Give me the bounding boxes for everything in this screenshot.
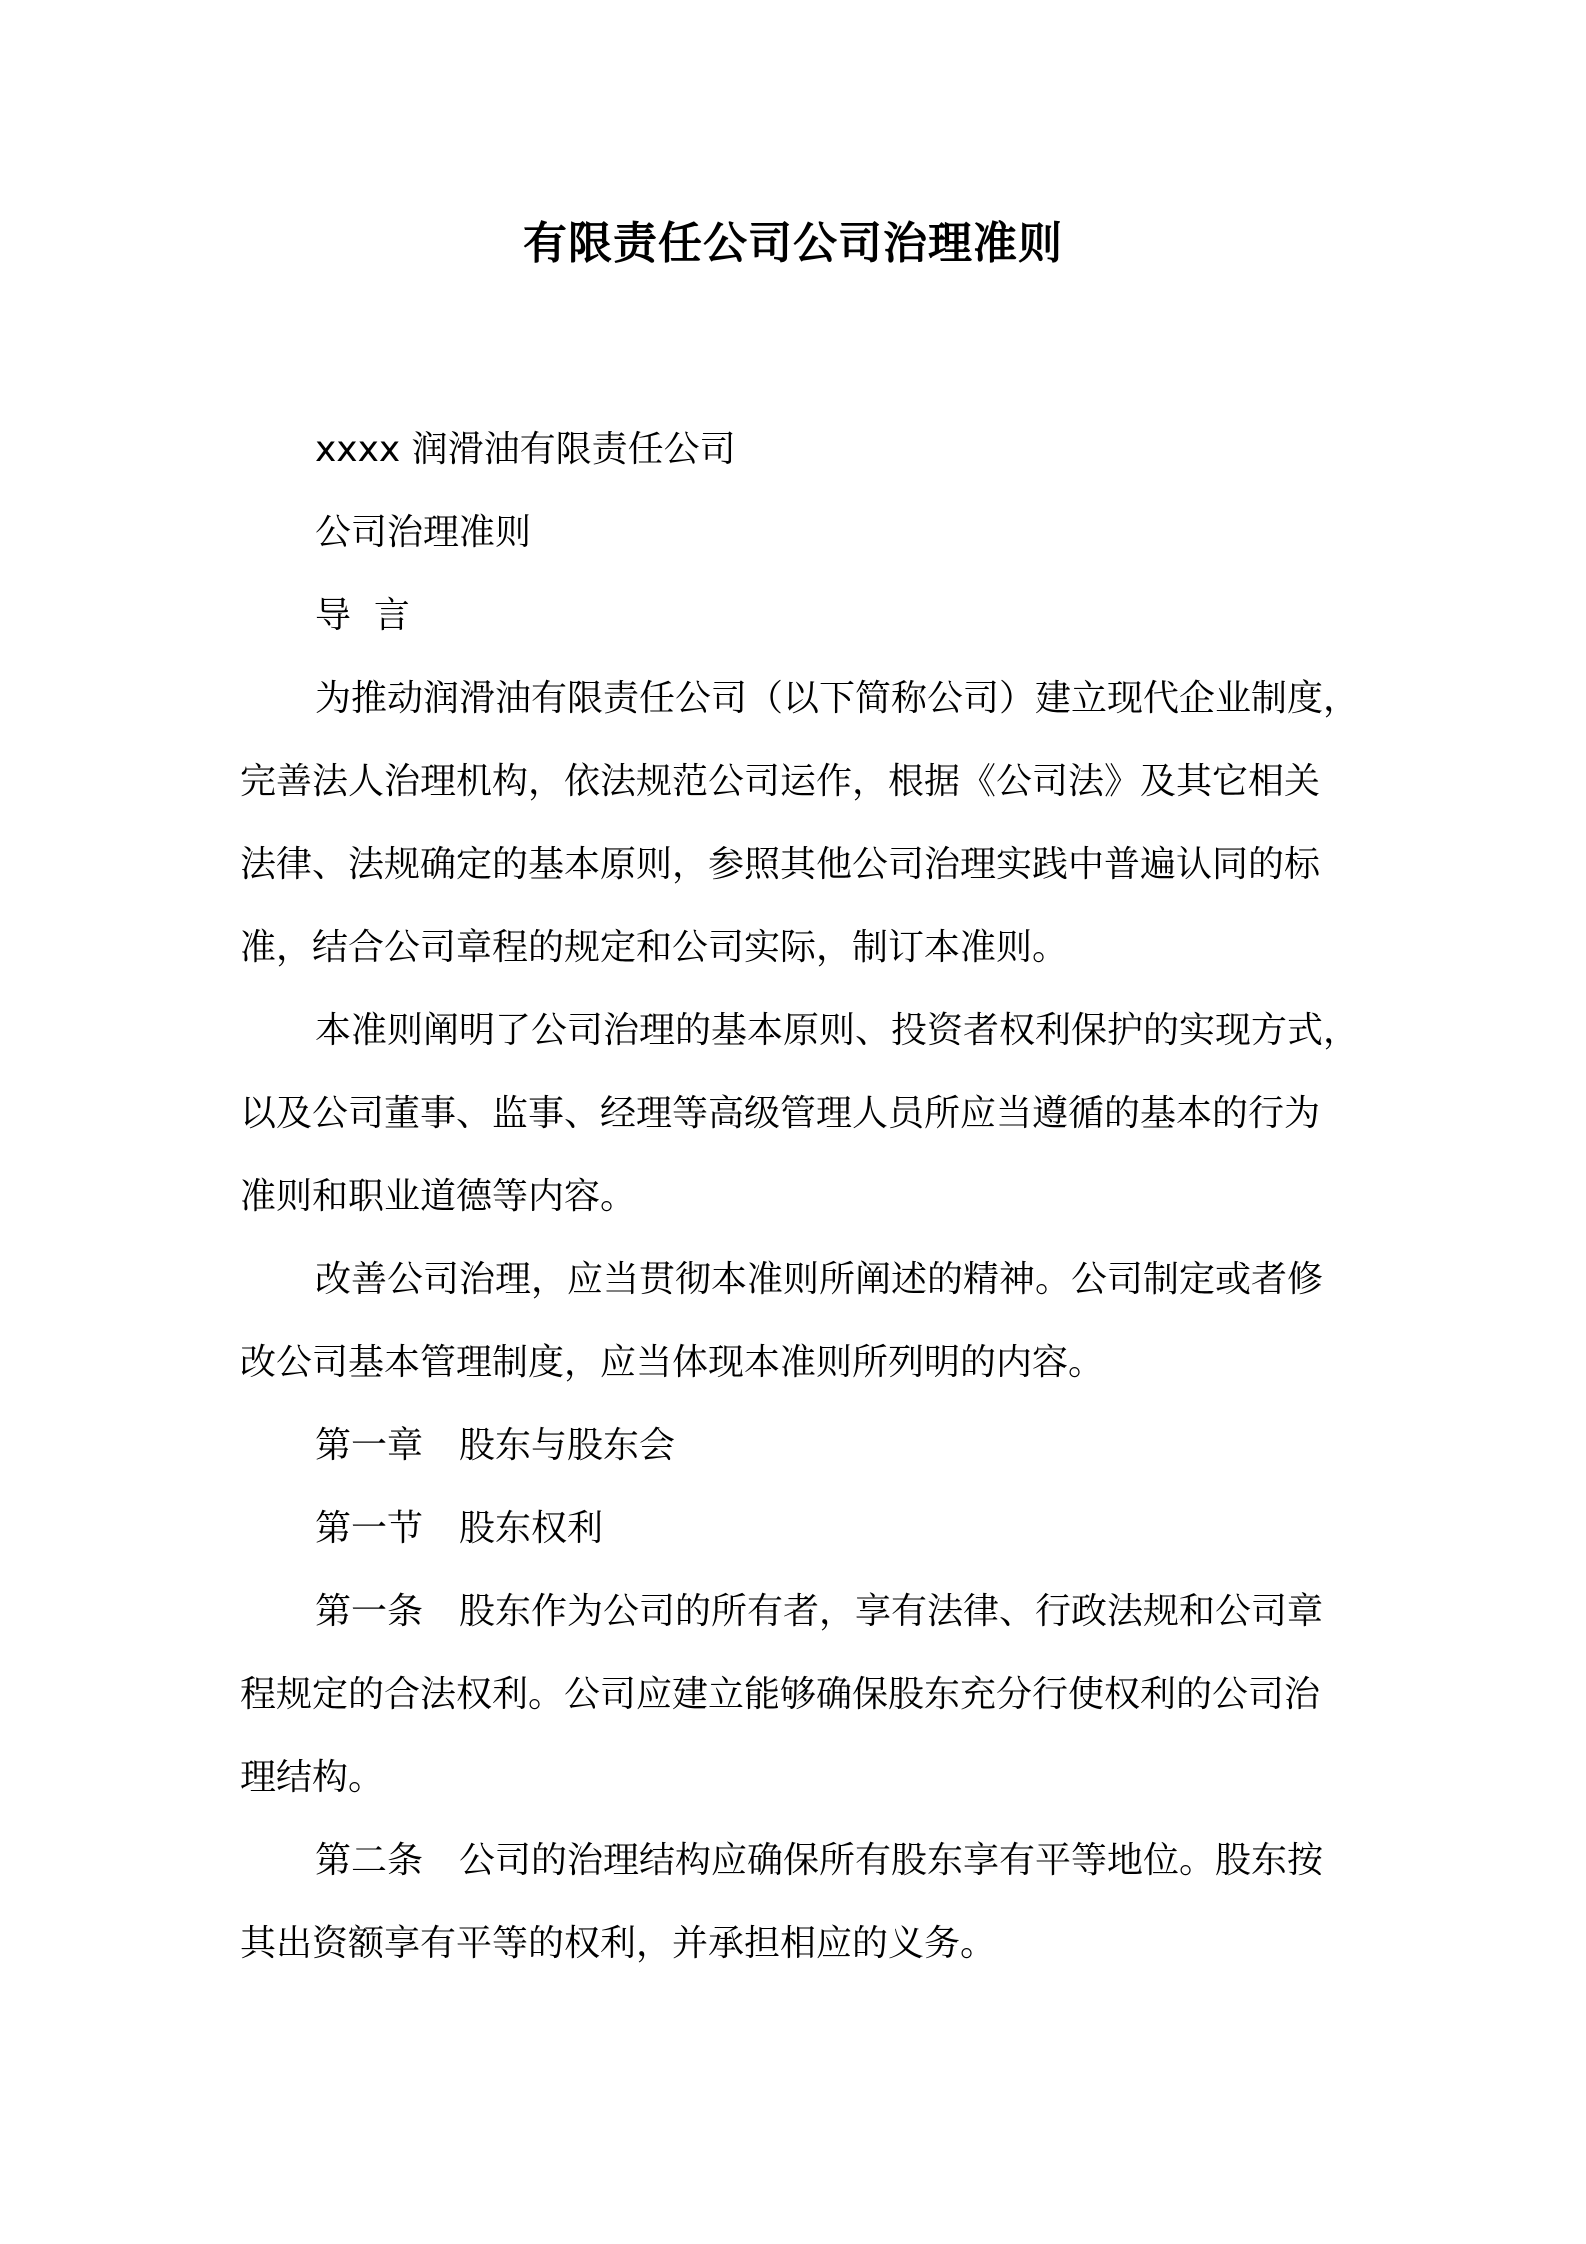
paragraph-line: 改公司基本管理制度，应当体现本准则所列明的内容。 bbox=[240, 1342, 1105, 1383]
paragraph-line: 公司的治理结构应确保所有股东享有平等地位。股东按 bbox=[459, 1840, 1324, 1881]
article-2 bbox=[240, 1819, 1360, 1985]
document-subtitle: 公司治理准则 bbox=[315, 512, 532, 553]
paragraph-line: 改善公司治理，应当贯彻本准则所阐述的精神。公司制定或者修 bbox=[315, 1259, 1324, 1300]
article-1 bbox=[240, 1570, 1360, 1819]
section-heading bbox=[240, 1487, 1360, 1570]
paragraph-line: 其出资额享有平等的权利，并承担相应的义务。 bbox=[240, 1923, 997, 1964]
intro-paragraph-2 bbox=[240, 989, 1360, 1238]
chapter-title: 股东与股东会 bbox=[459, 1425, 676, 1466]
intro-paragraph-1 bbox=[240, 657, 1360, 989]
paragraph-line: 为推动润滑油有限责任公司（以下简称公司）建立现代企业制度， bbox=[315, 678, 1360, 719]
company-name-line: xxxx 润滑油有限责任公司 bbox=[315, 429, 736, 470]
paragraph-line: 股东作为公司的所有者，享有法律、行政法规和公司章 bbox=[459, 1591, 1324, 1632]
paragraph-line: 本准则阐明了公司治理的基本原则、投资者权利保护的实现方式， bbox=[315, 1010, 1360, 1051]
paragraph-line: 完善法人治理机构，依法规范公司运作，根据《公司法》及其它相关 bbox=[240, 761, 1321, 802]
article-label: 第二条 bbox=[315, 1840, 424, 1881]
section-label: 第一节 bbox=[315, 1508, 424, 1549]
document-title: 有限责任公司公司治理准则 bbox=[523, 218, 1063, 269]
document-body bbox=[240, 408, 1360, 1985]
paragraph-line: 准则和职业道德等内容。 bbox=[240, 1176, 637, 1217]
section-title: 股东权利 bbox=[459, 1508, 604, 1549]
paragraph-line: 理结构。 bbox=[240, 1757, 385, 1798]
intro-heading: 导 言 bbox=[315, 595, 410, 636]
paragraph-line: 以及公司董事、监事、经理等高级管理人员所应当遵循的基本的行为 bbox=[240, 1093, 1321, 1134]
article-label: 第一条 bbox=[315, 1591, 424, 1632]
paragraph-line: 法律、法规确定的基本原则，参照其他公司治理实践中普遍认同的标 bbox=[240, 844, 1321, 885]
intro-paragraph-3 bbox=[240, 1238, 1360, 1404]
chapter-heading bbox=[240, 1404, 1360, 1487]
chapter-label: 第一章 bbox=[315, 1425, 424, 1466]
paragraph-line: 程规定的合法权利。公司应建立能够确保股东充分行使权利的公司治 bbox=[240, 1674, 1321, 1715]
paragraph-line: 准，结合公司章程的规定和公司实际，制订本准则。 bbox=[240, 927, 1069, 968]
